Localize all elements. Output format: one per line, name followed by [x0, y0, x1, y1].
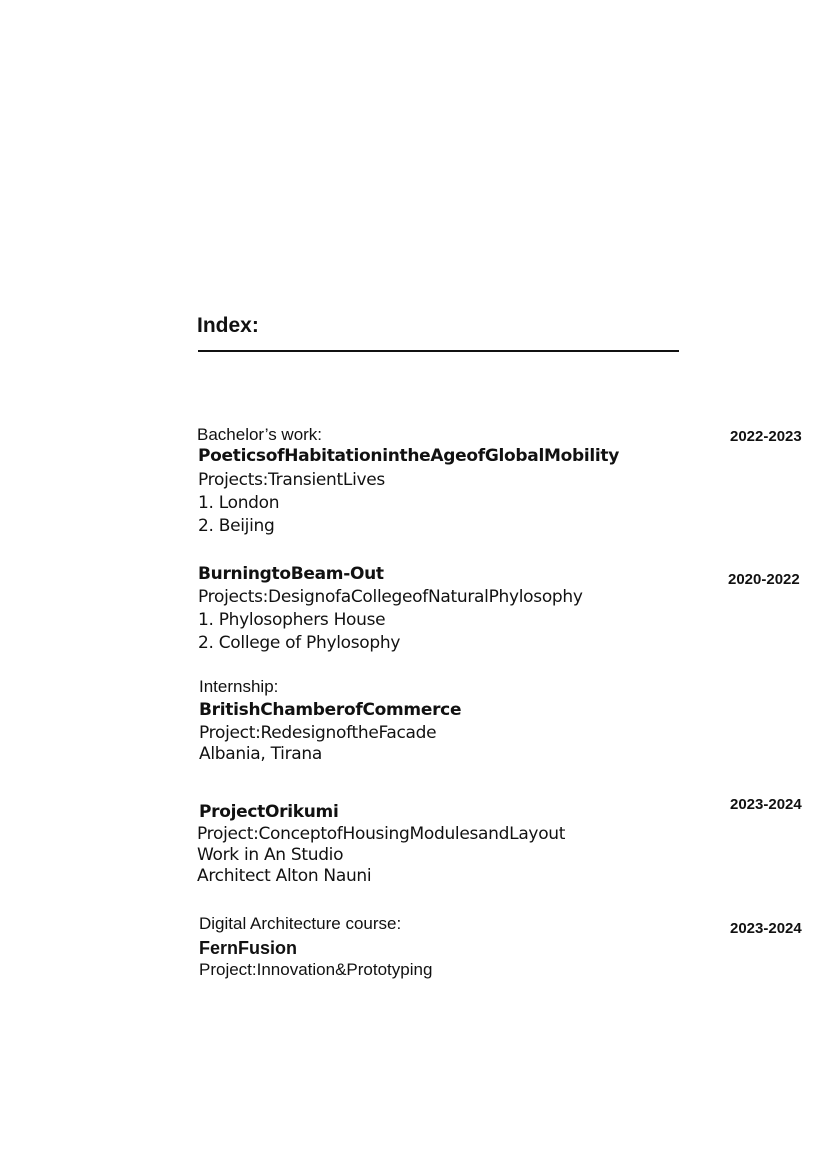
entry-heading: ProjectOrikumi [199, 802, 339, 822]
entry-line: 1. London [198, 493, 280, 513]
entry-line: Projects:DesignofaCollegeofNaturalPhylosophy [198, 587, 583, 607]
index-title: Index: [197, 314, 259, 337]
entry-year: 2022-2023 [730, 428, 802, 445]
entry-line: Architect Alton Nauni [197, 866, 372, 886]
title-divider [198, 350, 679, 352]
entry-label: Internship: [199, 677, 279, 696]
entry-line: 1. Phylosophers House [198, 610, 386, 630]
entry-line: Work in An Studio [197, 845, 344, 865]
entry-line: Albania, Tirana [199, 744, 322, 764]
entry-heading: BritishChamberofCommerce [199, 700, 462, 720]
entry-line: 2. Beijing [198, 516, 275, 536]
entry-line: Project:ConceptofHousingModulesandLayout [197, 824, 566, 844]
entry-year: 2023-2024 [730, 920, 802, 937]
entry-heading: BurningtoBeam-Out [198, 564, 384, 584]
entry-line: Projects:TransientLives [198, 470, 385, 490]
entry-line: Project:RedesignoftheFacade [199, 723, 437, 743]
entry-heading: PoeticsofHabitationintheAgeofGlobalMobility [198, 446, 620, 466]
entry-year: 2020-2022 [728, 571, 800, 588]
entry-label: Bachelor’s work: [197, 425, 323, 444]
entry-heading: FernFusion [199, 938, 297, 958]
entry-line: Project:Innovation&Prototyping [199, 960, 433, 979]
entry-line: 2. College of Phylosophy [198, 633, 401, 653]
entry-year: 2023-2024 [730, 796, 802, 813]
entry-label: Digital Architecture course: [199, 914, 402, 933]
